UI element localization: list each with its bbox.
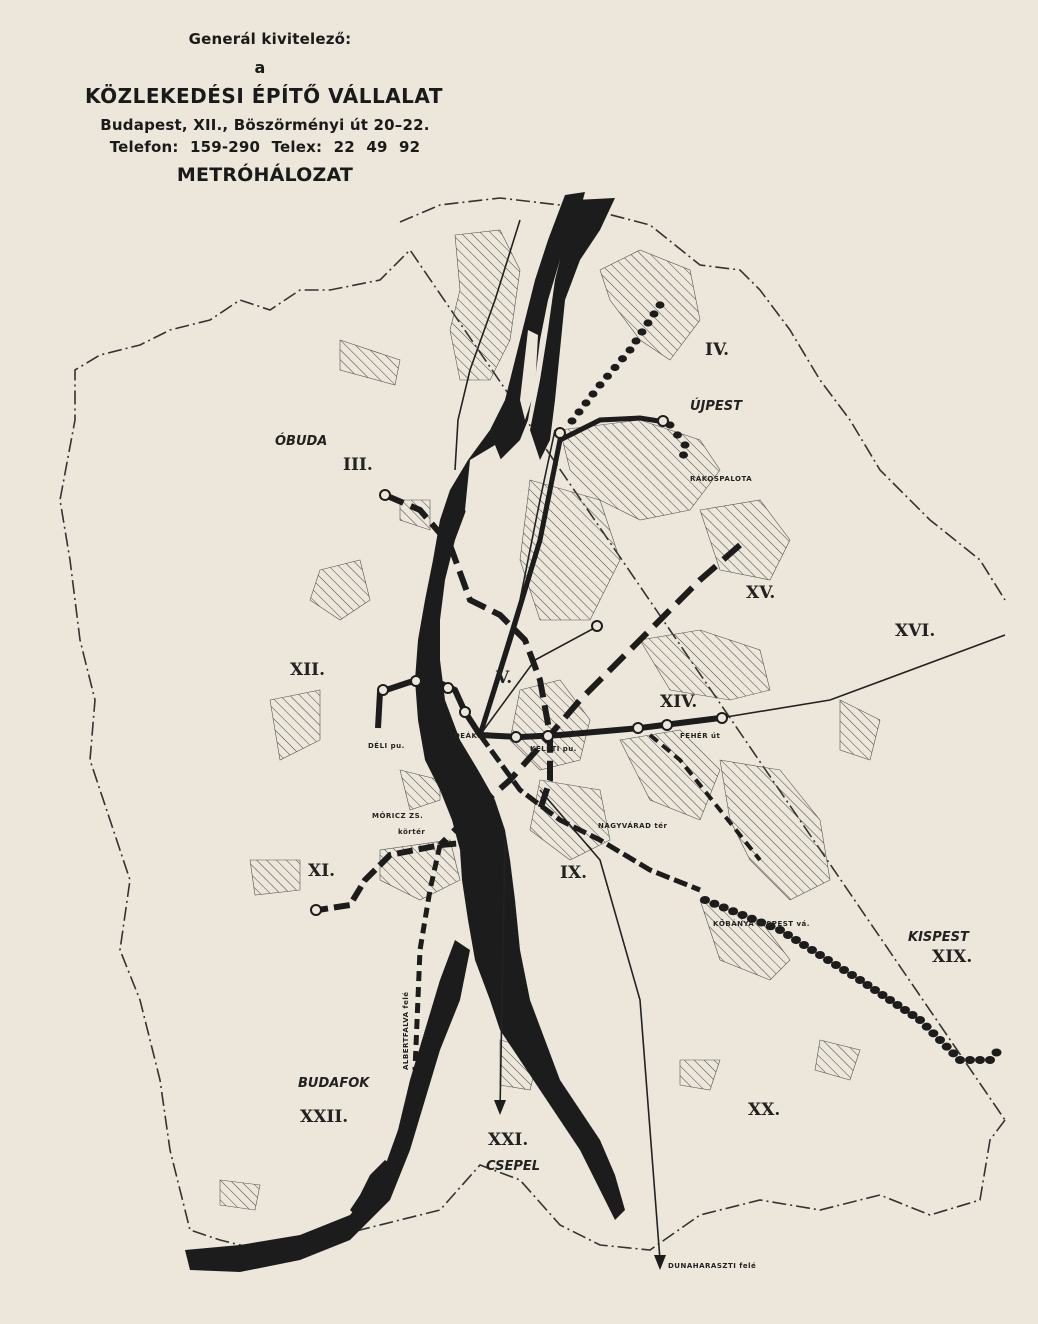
station-deak: DEÁK tér (454, 732, 494, 740)
bead (603, 373, 612, 380)
bead (942, 1043, 952, 1051)
bead (719, 904, 729, 912)
bead (955, 1056, 965, 1064)
bead (656, 301, 665, 308)
bead (589, 390, 598, 397)
district-iv: IV. (705, 340, 730, 360)
bead (644, 319, 653, 326)
bead (679, 451, 688, 458)
station-rakospalota: RÁKOSPALOTA (690, 475, 753, 483)
bead (650, 310, 659, 317)
district-xx: XX. (748, 1100, 781, 1120)
bead (839, 966, 849, 974)
bead (568, 417, 577, 424)
bead (582, 399, 591, 406)
town-csepel: CSEPEL (486, 1159, 541, 1174)
header-title: METRÓHÁLOZAT (176, 164, 354, 186)
town-budafok: BUDAFOK (298, 1076, 370, 1091)
station-deli: DÉLI pu. (368, 742, 405, 750)
bead (626, 346, 635, 353)
bead (673, 431, 682, 438)
bead (709, 900, 719, 908)
bead (638, 328, 647, 335)
bead (992, 1049, 1002, 1057)
bead (965, 1056, 975, 1064)
station-albertfalva: ALBERTFALVA felé (402, 991, 410, 1070)
district-xi: XI. (308, 861, 336, 881)
station-dunaharaszti: DUNAHARASZTI felé (668, 1262, 757, 1270)
bead (618, 355, 627, 362)
district-xix: XIX. (932, 947, 973, 967)
bead (915, 1016, 925, 1024)
bead (831, 961, 841, 969)
bead (948, 1049, 958, 1057)
header-company: KÖZLEKEDÉSI ÉPÍTŐ VÁLLALAT (85, 84, 443, 108)
bead (575, 408, 584, 415)
bead (807, 946, 817, 954)
district-xxi: XXI. (488, 1130, 529, 1150)
bead (823, 956, 833, 964)
header-contact: Telefon: 159-290 Telex: 22 49 92 (109, 138, 421, 156)
bead (632, 337, 641, 344)
district-xxii: XXII. (300, 1107, 349, 1127)
town-obuda: ÓBUDA (275, 434, 328, 449)
district-ix: IX. (560, 863, 588, 883)
district-xvi: XVI. (895, 621, 936, 641)
bead (935, 1036, 945, 1044)
district-xii: XII. (290, 660, 326, 680)
station-korter: körtér (398, 828, 426, 836)
bead (791, 936, 801, 944)
district-xv: XV. (746, 583, 776, 603)
header-address: Budapest, XII., Böszörményi út 20–22. (100, 116, 430, 134)
bead (738, 911, 748, 919)
station-kobanya-kispest: KŐBÁNYA KISPEST vá. (713, 920, 810, 928)
bead (799, 941, 809, 949)
header-article: a (254, 58, 266, 77)
district-xiv: XIV. (660, 692, 698, 712)
bead (728, 907, 738, 915)
station-keleti: KELETI pu. (530, 745, 577, 753)
district-iii: III. (343, 455, 373, 475)
bead (596, 381, 605, 388)
bead (985, 1056, 995, 1064)
district-v: V. (496, 668, 513, 688)
bead (783, 931, 793, 939)
bead (681, 441, 690, 448)
bead (922, 1023, 932, 1031)
bead (815, 951, 825, 959)
header-general-contractor: Generál kivitelező: (188, 30, 352, 48)
station-moricz: MÓRICZ ZS. (372, 812, 424, 820)
bead (847, 971, 857, 979)
bead (975, 1056, 985, 1064)
bead (928, 1029, 938, 1037)
bead (611, 364, 620, 371)
bead (700, 896, 710, 904)
town-ujpest: ÚJPEST (690, 399, 743, 414)
town-kispest: KISPEST (908, 930, 969, 945)
station-feher: FEHÉR út (680, 732, 721, 740)
station-nagyvarad: NAGYVÁRAD tér (598, 822, 668, 830)
